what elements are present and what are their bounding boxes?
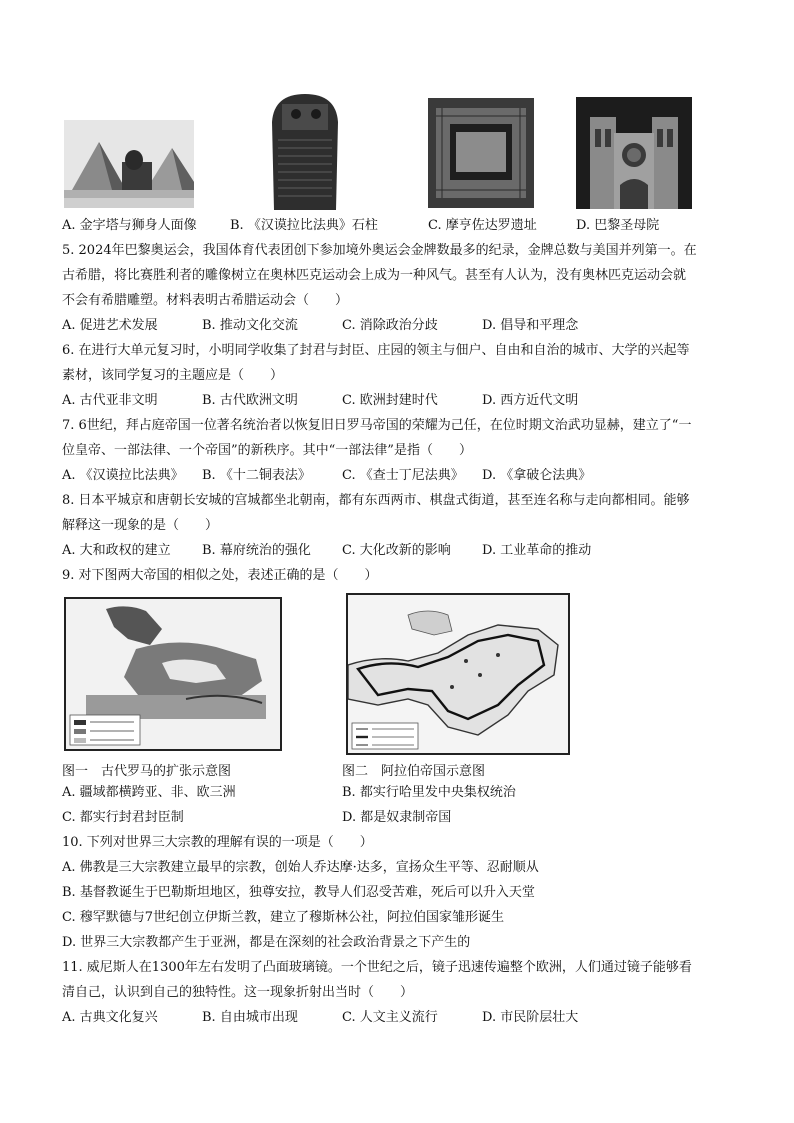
q9-option-b[interactable]: B. 都实行哈里发中央集权统治 — [342, 785, 516, 800]
q7-stem-line-1: 7. 6世纪，拜占庭帝国一位著名统治者以恢复旧日罗马帝国的荣耀为己任，在位时期文治武功显赫，建立了“一 — [62, 418, 692, 433]
q6-stem-line-2: 素材，该同学复习的主题应是（ ） — [62, 368, 284, 383]
q8-option-b[interactable]: B. 幕府统治的强化 — [202, 543, 311, 558]
q5-stem-line-1: 5. 2024年巴黎奥运会，我国体育代表团创下参加境外奥运会金牌数最多的纪录，金牌总数与美国并列第一。在 — [62, 243, 697, 258]
q4-option-d[interactable]: D. 巴黎圣母院 — [576, 218, 660, 233]
q5-stem-line-3: 不会有希腊雕塑。材料表明古希腊运动会（ ） — [62, 293, 349, 308]
q6-option-c[interactable]: C. 欧洲封建时代 — [342, 393, 438, 408]
q5-option-a[interactable]: A. 促进艺术发展 — [62, 318, 158, 333]
q5-option-b[interactable]: B. 推动文化交流 — [202, 318, 298, 333]
q5-option-c[interactable]: C. 消除政治分歧 — [342, 318, 438, 333]
q6-stem-line-1: 6. 在进行大单元复习时，小明同学收集了封君与封臣、庄园的领主与佃户、自由和自治的城市、大学的兴起等 — [62, 343, 690, 358]
q10-stem: 10. 下列对世界三大宗教的理解有误的一项是（ ） — [62, 835, 373, 850]
q11-option-d[interactable]: D. 市民阶层壮大 — [482, 1010, 579, 1025]
hammurabi-stele-photo — [268, 92, 342, 210]
mohenjo-daro-photo — [428, 98, 534, 208]
figure-1-caption: 图一 古代罗马的扩张示意图 — [62, 764, 232, 779]
q7-option-a[interactable]: A. 《汉谟拉比法典》 — [62, 468, 184, 483]
q8-stem-line-1: 8. 日本平城京和唐朝长安城的宫城都坐北朝南，都有东西两市、棋盘式街道，甚至连名称与走向都相同。能够 — [62, 493, 690, 508]
q7-option-c[interactable]: C. 《查士丁尼法典》 — [342, 468, 464, 483]
pyramid-sphinx-photo — [64, 120, 194, 208]
q11-option-a[interactable]: A. 古典文化复兴 — [62, 1010, 158, 1025]
q8-stem-line-2: 解释这一现象的是（ ） — [62, 518, 219, 533]
q9-option-d[interactable]: D. 都是奴隶制帝国 — [342, 810, 452, 825]
q7-option-d[interactable]: D. 《拿破仑法典》 — [482, 468, 592, 483]
q6-option-a[interactable]: A. 古代亚非文明 — [62, 393, 158, 408]
q11-option-b[interactable]: B. 自由城市出现 — [202, 1010, 298, 1025]
arab-empire-map — [346, 593, 570, 755]
q11-stem-line-1: 11. 威尼斯人在1300年左右发明了凸面玻璃镜。一个世纪之后，镜子迅速传遍整个欧洲，人们通过镜子能够看 — [62, 960, 692, 975]
q5-stem-line-2: 古希腊，将比赛胜利者的雕像树立在奥林匹克运动会上成为一种风气。甚至有人认为，没有奥林匹克运动会就 — [62, 268, 687, 283]
q8-option-d[interactable]: D. 工业革命的推动 — [482, 543, 592, 558]
q9-stem: 9. 对下图两大帝国的相似之处，表述正确的是（ ） — [62, 568, 378, 583]
q10-option-b[interactable]: B. 基督教诞生于巴勒斯坦地区，独尊安拉，教导人们忍受苦难，死后可以升入天堂 — [62, 885, 535, 900]
roman-expansion-map — [64, 597, 282, 751]
q7-option-b[interactable]: B. 《十二铜表法》 — [202, 468, 311, 483]
q10-option-d[interactable]: D. 世界三大宗教都产生于亚洲，都是在深刻的社会政治背景之下产生的 — [62, 935, 471, 950]
q7-stem-line-2: 位皇帝、一部法律、一个帝国”的新秩序。其中“一部法律”是指（ ） — [62, 443, 472, 458]
q6-option-d[interactable]: D. 西方近代文明 — [482, 393, 579, 408]
figure-2-caption: 图二 阿拉伯帝国示意图 — [342, 764, 486, 779]
q10-option-a[interactable]: A. 佛教是三大宗教建立最早的宗教，创始人乔达摩·达多，宣扬众生平等、忍耐顺从 — [62, 860, 539, 875]
q9-option-a[interactable]: A. 疆域都横跨亚、非、欧三洲 — [62, 785, 236, 800]
q11-stem-line-2: 清自己，认识到自己的独特性。这一现象折射出当时（ ） — [62, 985, 414, 1000]
q4-option-a[interactable]: A. 金字塔与狮身人面像 — [62, 218, 197, 233]
q11-option-c[interactable]: C. 人文主义流行 — [342, 1010, 438, 1025]
q10-option-c[interactable]: C. 穆罕默德与7世纪创立伊斯兰教，建立了穆斯林公社，阿拉伯国家雏形诞生 — [62, 910, 505, 925]
q8-option-a[interactable]: A. 大和政权的建立 — [62, 543, 171, 558]
q9-option-c[interactable]: C. 都实行封君封臣制 — [62, 810, 184, 825]
notre-dame-photo — [576, 97, 692, 209]
q5-option-d[interactable]: D. 倡导和平理念 — [482, 318, 579, 333]
q4-option-c[interactable]: C. 摩亨佐达罗遗址 — [428, 218, 537, 233]
q4-option-b[interactable]: B. 《汉谟拉比法典》石柱 — [230, 218, 378, 233]
q8-option-c[interactable]: C. 大化改新的影响 — [342, 543, 451, 558]
q6-option-b[interactable]: B. 古代欧洲文明 — [202, 393, 298, 408]
